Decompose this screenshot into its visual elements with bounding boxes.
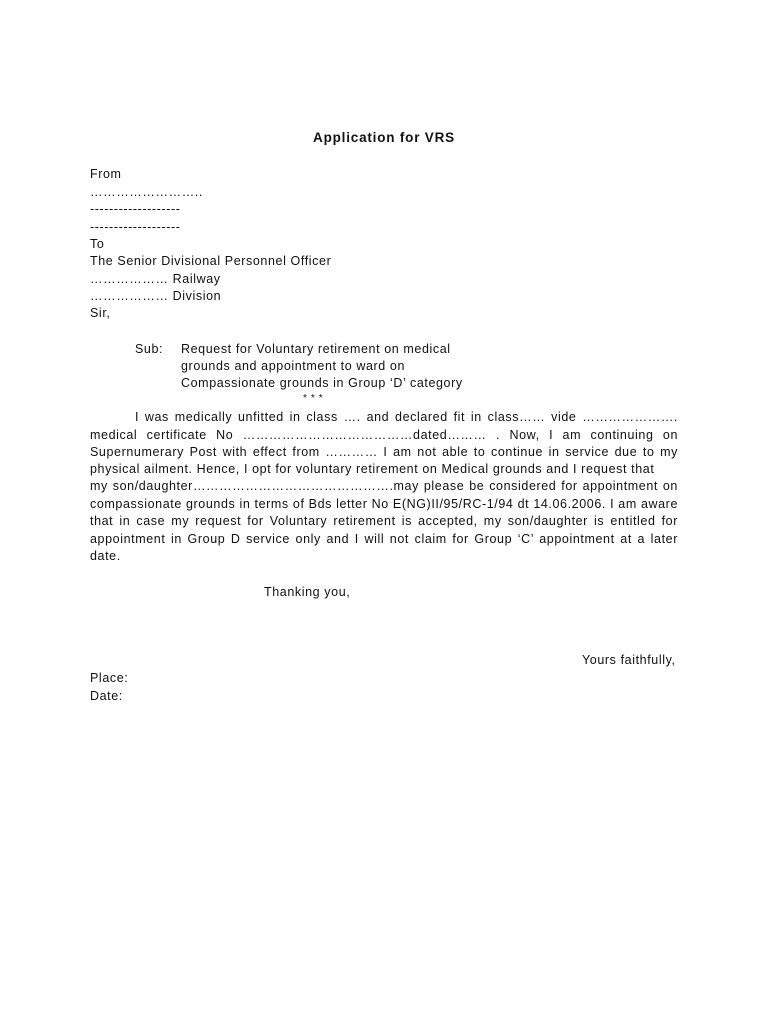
to-line: ……………… Division <box>90 289 222 303</box>
from-label: From <box>90 167 122 181</box>
to-line: The Senior Divisional Personnel Officer <box>90 254 332 268</box>
body-line: medical certificate No …………………………………dated……… . Now, I am continuing on <box>90 428 678 442</box>
thanks-text: Thanking you, <box>264 585 351 599</box>
subject-line: Compassionate grounds in Group ‘D’ category <box>181 376 463 390</box>
subject-label: Sub: <box>135 342 164 356</box>
place-label: Place: <box>90 671 129 685</box>
body-line: Supernumerary Post with effect from ………… I am not able to continue in service due to my <box>90 445 678 459</box>
date-label: Date: <box>90 689 123 703</box>
salutation: Sir, <box>90 306 111 320</box>
body-line: date. <box>90 549 121 563</box>
closing-text: Yours faithfully, <box>582 653 676 667</box>
to-label: To <box>90 237 105 251</box>
subject-stars: * * * <box>303 393 324 404</box>
from-line: ------------------- <box>90 220 181 234</box>
page-title: Application for VRS <box>313 130 455 145</box>
to-line: ……………… Railway <box>90 272 221 286</box>
from-line: …………………….. <box>90 185 203 199</box>
subject-line: grounds and appointment to ward on <box>181 359 406 373</box>
subject-line: Request for Voluntary retirement on medical <box>181 342 451 356</box>
body-line: appointment in Group D service only and I will not claim for Group ‘C’ appointment at a later <box>90 532 678 546</box>
body-line: my son/daughter……………………………………….may please be considered for appointment on <box>90 479 678 493</box>
body-line: that in case my request for Voluntary retirement is accepted, my son/daughter is entitled for <box>90 514 678 528</box>
body-line: compassionate grounds in terms of Bds letter No E(NG)II/95/RC-1/94 dt 14.06.2006. I am aware <box>90 497 678 511</box>
body-line: I was medically unfitted in class …. and declared fit in class…… vide …………………. <box>135 410 678 424</box>
body-line: physical ailment. Hence, I opt for voluntary retirement on Medical grounds and I request that <box>90 462 655 476</box>
from-line: ------------------- <box>90 202 181 216</box>
